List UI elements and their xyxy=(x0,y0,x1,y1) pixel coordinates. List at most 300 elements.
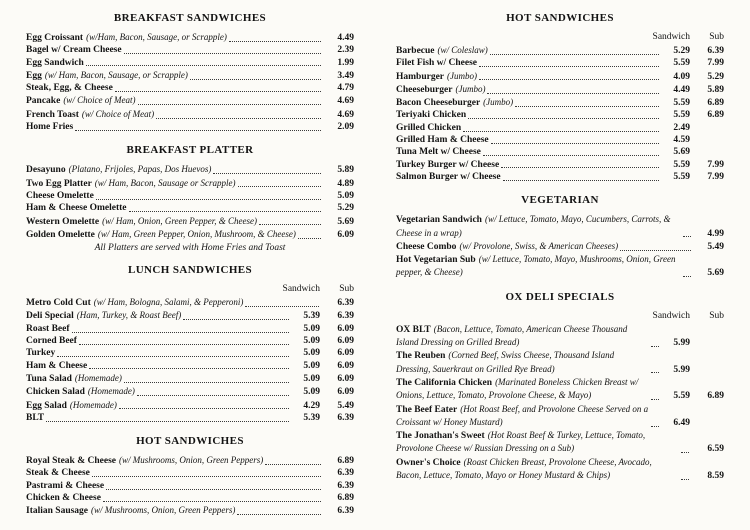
menu-item-row xyxy=(26,190,354,202)
item-name: Ham & Cheese xyxy=(26,360,88,371)
item-text xyxy=(396,57,477,69)
item-price-sub: 6.89 xyxy=(707,110,724,121)
item-desc: (Bacon, Lettuce, Tomato, American Cheese Thousand Island Dressing on Grilled Bread) xyxy=(396,323,628,348)
item-price-sandwich: 4.29 xyxy=(303,400,320,411)
item-name: Teriyaki Chicken xyxy=(396,110,467,121)
item-desc: (w/Ham, Bacon, Sausage, or Scrapple) xyxy=(86,32,227,42)
item-price: 5.29 xyxy=(337,203,354,214)
dots-leader xyxy=(89,368,289,369)
item-price-sandwich: 6.49 xyxy=(673,417,690,428)
item-name: Chicken & Cheese xyxy=(26,493,101,504)
section-title: BREAKFAST SANDWICHES xyxy=(113,12,267,24)
item-price: 5.09 xyxy=(337,190,354,201)
item-name: Hot Vegetarian Sub xyxy=(396,255,476,266)
menu-item-row xyxy=(26,323,354,335)
item-price-sandwich: 4.09 xyxy=(673,71,690,82)
item-desc: (w/ Ham, Green Pepper, Onion, Mushroom, & Cheese) xyxy=(97,228,296,239)
section-title: HOT SANDWICHES xyxy=(506,12,614,24)
item-name: Deli Special xyxy=(26,311,74,322)
item-price: 5.49 xyxy=(707,241,724,252)
menu-item-row xyxy=(396,429,724,456)
item-price: 2.39 xyxy=(337,45,354,56)
item-text xyxy=(26,82,113,94)
dots-leader xyxy=(651,399,659,400)
dots-leader xyxy=(238,186,321,187)
item-desc: (w/ Lettuce, Tomato, Mayo, Cucumbers, Carrots, & Cheese in a wrap) xyxy=(396,214,671,238)
menu-item-row xyxy=(26,335,354,347)
item-text xyxy=(396,253,681,280)
item-desc: (Corned Beef, Swiss Cheese, Thousand Island Dressing, Sauerkraut on Grilled Rye Bread) xyxy=(396,350,615,374)
item-text xyxy=(396,134,489,146)
dots-leader xyxy=(92,476,321,477)
dots-leader xyxy=(137,395,289,396)
menu-item-row xyxy=(396,323,724,350)
price-header-row xyxy=(396,31,724,43)
item-price-sub: 6.59 xyxy=(707,444,724,455)
price-header-sub: Sub xyxy=(709,310,724,321)
item-name: The Jonathan's Sweet xyxy=(396,431,485,442)
item-price-sub: 6.09 xyxy=(337,387,354,398)
item-price-sandwich: 5.09 xyxy=(303,373,320,384)
menu-section xyxy=(26,12,354,133)
menu-item-row xyxy=(26,44,354,56)
menu-item-row xyxy=(26,467,354,479)
menu-item-row xyxy=(26,412,354,424)
item-text xyxy=(26,399,117,412)
menu-item-row xyxy=(26,163,354,176)
item-price-sub: 5.89 xyxy=(707,84,724,95)
menu-column xyxy=(396,12,724,518)
dots-leader xyxy=(463,131,659,132)
item-price-sub: 8.59 xyxy=(707,471,724,482)
item-price-sandwich: 5.59 xyxy=(673,110,690,121)
item-name: Bagel w/ Cream Cheese xyxy=(26,45,122,56)
item-name: Egg xyxy=(26,70,42,81)
menu-item-row xyxy=(26,82,354,94)
item-name: French Toast xyxy=(26,109,79,120)
menu-item-row xyxy=(396,109,724,121)
item-price-sandwich: 5.59 xyxy=(673,58,690,69)
dots-leader xyxy=(298,238,321,239)
item-name: The California Chicken xyxy=(396,377,493,388)
menu-item-row xyxy=(396,83,724,96)
item-name: Pastrami & Cheese xyxy=(26,480,105,491)
item-price-sub: 6.09 xyxy=(337,360,354,371)
menu-section xyxy=(26,435,354,517)
item-name: Grilled Chicken xyxy=(396,122,462,133)
item-text xyxy=(26,215,257,228)
item-text xyxy=(396,122,461,134)
section-title: VEGETARIAN xyxy=(521,194,599,207)
item-desc: (Jumbo) xyxy=(447,70,478,81)
item-price-sandwich: 5.69 xyxy=(673,147,690,158)
item-name: Salmon Burger w/ Cheese xyxy=(396,171,501,182)
item-desc: (Ham, Turkey, & Roast Beef) xyxy=(76,310,182,321)
item-desc: (Homemade) xyxy=(69,399,117,410)
item-text xyxy=(26,454,263,467)
dots-leader xyxy=(115,91,321,92)
item-text xyxy=(26,492,101,504)
item-text xyxy=(26,121,73,133)
dots-leader xyxy=(620,250,691,251)
dots-leader xyxy=(103,501,321,502)
item-price-sandwich: 5.09 xyxy=(303,348,320,359)
item-name: Pancake xyxy=(26,96,61,107)
item-desc: (Platano, Frijoles, Papas, Dos Huevos) xyxy=(68,164,212,175)
item-desc: (Marinated Boneless Chicken Breast w/ Onions, Lettuce, Tomato, Provolone Cheese, & Mayo) xyxy=(396,376,639,401)
item-text xyxy=(26,69,188,82)
item-desc: (w/ Ham, Bologna, Salami, & Pepperoni) xyxy=(93,297,244,308)
section-footnote: All Platters are served with Home Fries and Toast xyxy=(94,243,286,254)
dots-leader xyxy=(190,79,321,80)
item-name: Desayuno xyxy=(26,165,66,176)
item-name: Bacon Cheeseburger xyxy=(396,98,481,109)
item-text xyxy=(26,412,44,424)
item-price-sandwich: 5.09 xyxy=(303,360,320,371)
item-desc: (Hot Roast Beef, and Provolone Cheese Served on a Croissant w/ Honey Mustard) xyxy=(396,403,649,427)
menu-item-row xyxy=(396,134,724,146)
item-price: 6.89 xyxy=(337,493,354,504)
item-name: Golden Omelette xyxy=(26,229,95,240)
item-name: Cheese Omelette xyxy=(26,190,94,201)
item-text xyxy=(26,31,227,44)
menu-item-row xyxy=(26,94,354,107)
dots-leader xyxy=(259,224,321,225)
item-price: 4.69 xyxy=(337,109,354,120)
dots-leader xyxy=(106,489,321,490)
item-text xyxy=(26,94,136,107)
dots-leader xyxy=(124,53,321,54)
menu-item-row xyxy=(26,177,354,190)
item-text xyxy=(396,146,481,158)
item-text xyxy=(396,171,501,183)
item-desc: (w/ Choice of Meat) xyxy=(63,95,136,106)
price-header-sandwich: Sandwich xyxy=(652,32,690,42)
item-price: 3.49 xyxy=(337,70,354,81)
dots-leader xyxy=(683,236,691,237)
item-price-sub: 6.39 xyxy=(337,412,354,423)
dots-leader xyxy=(487,93,659,94)
item-price-sandwich: 2.49 xyxy=(673,122,690,133)
menu-item-row xyxy=(26,202,354,214)
menu-item-row xyxy=(396,159,724,171)
item-price-sub: 6.39 xyxy=(707,46,724,56)
item-text xyxy=(396,403,649,430)
section-title: HOT SANDWICHES xyxy=(136,435,244,448)
item-name: Owner's Choice xyxy=(396,457,461,468)
dots-leader xyxy=(138,104,321,105)
menu-item-row xyxy=(396,122,724,134)
dots-leader xyxy=(683,276,691,277)
price-header-row xyxy=(26,283,354,295)
menu-item-row xyxy=(396,171,724,183)
dots-leader xyxy=(124,382,289,383)
item-text xyxy=(396,109,466,121)
item-price-sub: 6.39 xyxy=(337,311,354,322)
menu-section xyxy=(396,291,724,483)
item-price: 4.49 xyxy=(337,33,354,43)
item-name: Egg Salad xyxy=(26,400,67,411)
price-header-sub: Sub xyxy=(339,284,354,295)
item-price: 1.99 xyxy=(337,57,354,68)
item-price: 6.09 xyxy=(337,229,354,240)
item-desc: (w/ Mushrooms, Onion, Green Peppers) xyxy=(118,455,264,466)
item-text xyxy=(26,504,235,517)
item-text xyxy=(26,360,87,372)
menu-item-row xyxy=(396,240,724,253)
item-price: 4.99 xyxy=(707,228,724,239)
item-name: Metro Cold Cut xyxy=(26,298,91,309)
menu-section xyxy=(396,194,724,279)
menu-item-row xyxy=(26,399,354,412)
item-desc: (w/ Ham, Onion, Green Pepper, & Cheese) xyxy=(102,215,257,226)
item-price: 5.89 xyxy=(337,165,354,176)
item-text xyxy=(26,190,94,202)
dots-leader xyxy=(681,479,689,480)
item-price: 2.09 xyxy=(337,122,354,133)
dots-leader xyxy=(265,464,321,465)
item-price-sandwich: 5.09 xyxy=(303,323,320,334)
item-price-sub: 7.99 xyxy=(707,159,724,170)
item-desc: (Homemade) xyxy=(87,386,135,397)
item-name: Western Omelette xyxy=(26,216,100,227)
dots-leader xyxy=(86,65,321,66)
section-title: BREAKFAST PLATTER xyxy=(126,144,254,157)
item-price-sub: 5.29 xyxy=(707,71,724,82)
item-text xyxy=(396,349,649,376)
item-text xyxy=(396,83,485,96)
item-name: Royal Steak & Cheese xyxy=(26,456,116,467)
dots-leader xyxy=(119,408,289,409)
dots-leader xyxy=(245,306,319,307)
dots-leader xyxy=(515,106,659,107)
item-price: 6.39 xyxy=(337,506,354,517)
item-text xyxy=(396,213,681,240)
item-price-sandwich: 5.59 xyxy=(673,98,690,109)
item-name: The Beef Eater xyxy=(396,404,458,415)
item-price: 4.89 xyxy=(337,178,354,189)
section-title: LUNCH SANDWICHES xyxy=(127,264,253,277)
item-price-sandwich: 5.09 xyxy=(303,336,320,347)
dots-leader xyxy=(229,41,321,42)
dots-leader xyxy=(237,514,321,515)
item-text xyxy=(396,159,499,171)
item-name: Turkey Burger w/ Cheese xyxy=(396,159,500,170)
item-price-sub: 6.09 xyxy=(337,348,354,359)
item-text xyxy=(26,228,296,241)
dots-leader xyxy=(156,118,321,119)
item-desc: (Homemade) xyxy=(74,372,122,383)
menu-item-row xyxy=(396,57,724,69)
item-desc: (w/ Provolone, Swiss, & American Cheeses) xyxy=(459,240,619,251)
item-name: Ham & Cheese Omelette xyxy=(26,203,127,214)
item-price: 5.69 xyxy=(707,268,724,279)
dots-leader xyxy=(483,155,659,156)
item-price-sandwich: 5.39 xyxy=(303,311,320,322)
menu-item-row xyxy=(396,146,724,158)
item-desc: (Jumbo) xyxy=(455,83,486,94)
menu-item-row xyxy=(26,296,354,309)
item-desc: (Hot Roast Beef & Turkey, Lettuce, Tomato, Provolone Cheese w/ Russian Dressing on a Sub) xyxy=(396,430,646,454)
menu-item-row xyxy=(26,108,354,121)
item-name: Hamburger xyxy=(396,71,445,82)
menu-item-row xyxy=(26,57,354,69)
item-name: Two Egg Platter xyxy=(26,178,92,189)
item-desc: (Roast Chicken Breast, Provolone Cheese, Avocado, Bacon, Lettuce, Tomato, Mayo or Honey Mustard & Chips) xyxy=(396,456,652,481)
item-name: Vegetarian Sandwich xyxy=(396,215,482,226)
item-price-sub: 6.09 xyxy=(337,336,354,347)
dots-leader xyxy=(651,346,659,347)
menu-item-row xyxy=(26,121,354,133)
item-name: Egg Sandwich xyxy=(26,57,84,68)
item-text xyxy=(26,480,104,492)
item-name: Steak, Egg, & Cheese xyxy=(26,83,113,94)
item-price-sub: 6.89 xyxy=(707,98,724,109)
item-name: Chicken Salad xyxy=(26,387,85,398)
item-name: Cheese Combo xyxy=(396,241,457,252)
item-name: Egg Croissant xyxy=(26,33,84,43)
item-text xyxy=(26,309,181,322)
item-price-sub: 6.39 xyxy=(337,298,354,309)
item-desc: (w/ Choice of Meat) xyxy=(81,108,155,119)
item-name: OX BLT xyxy=(396,324,431,335)
item-name: Tuna Salad xyxy=(26,373,72,384)
dots-leader xyxy=(129,211,321,212)
item-desc: (w/ Lettuce, Tomato, Mayo, Mushrooms, Onion, Green pepper, & Cheese) xyxy=(396,254,676,278)
item-text xyxy=(26,372,122,385)
item-name: Corned Beef xyxy=(26,336,77,347)
item-text xyxy=(26,44,122,56)
item-price-sub: 5.49 xyxy=(337,400,354,411)
menu-item-row xyxy=(396,96,724,109)
menu-item-row xyxy=(26,492,354,504)
menu-item-row xyxy=(396,456,724,483)
item-name: BLT xyxy=(26,412,45,423)
dots-leader xyxy=(468,118,659,119)
menu-item-row xyxy=(396,253,724,280)
section-title: OX DELI SPECIALS xyxy=(505,290,615,303)
dots-leader xyxy=(491,143,659,144)
item-desc: (w/ Mushrooms, Onion, Green Peppers) xyxy=(91,505,236,516)
dots-leader xyxy=(213,173,321,174)
menu-item-row xyxy=(396,349,724,376)
item-price: 4.69 xyxy=(337,96,354,107)
item-text xyxy=(26,177,236,190)
menu-item-row xyxy=(26,454,354,467)
item-price-sub: 7.99 xyxy=(707,171,724,182)
price-header-sandwich: Sandwich xyxy=(282,284,320,295)
dots-leader xyxy=(183,319,289,320)
item-text xyxy=(26,323,70,335)
item-price-sandwich: 5.39 xyxy=(303,412,320,423)
item-text xyxy=(396,44,488,57)
dots-leader xyxy=(503,180,659,181)
dots-leader xyxy=(651,372,659,373)
item-price-sub: 6.89 xyxy=(707,391,724,402)
menu-item-row xyxy=(26,69,354,82)
menu-item-row xyxy=(26,309,354,322)
dots-leader xyxy=(46,421,289,422)
dots-leader xyxy=(57,356,289,357)
item-name: Cheeseburger xyxy=(396,84,453,95)
menu-item-row xyxy=(396,44,724,57)
item-name: Roast Beef xyxy=(26,323,70,334)
menu-column xyxy=(26,12,354,518)
dots-leader xyxy=(490,54,659,55)
menu-item-row xyxy=(396,376,724,403)
price-header-sandwich: Sandwich xyxy=(652,310,690,321)
item-name: Filet Fish w/ Cheese xyxy=(396,58,478,69)
menu-item-row xyxy=(396,213,724,240)
item-text xyxy=(396,323,649,350)
menu-item-row xyxy=(26,480,354,492)
menu-item-row xyxy=(26,228,354,241)
item-price-sandwich: 5.29 xyxy=(673,46,690,56)
item-text xyxy=(26,467,90,479)
dots-leader xyxy=(681,452,689,453)
item-text xyxy=(396,456,679,483)
item-text xyxy=(26,108,154,121)
item-price-sub: 6.09 xyxy=(337,373,354,384)
menu-item-row xyxy=(396,70,724,83)
item-price-sandwich: 5.59 xyxy=(673,159,690,170)
item-text xyxy=(26,335,77,347)
item-text xyxy=(396,70,477,83)
price-header-row xyxy=(396,310,724,322)
menu-item-row xyxy=(26,504,354,517)
dots-leader xyxy=(501,167,659,168)
item-name: Home Fries xyxy=(26,122,74,133)
item-price-sandwich: 4.49 xyxy=(673,84,690,95)
item-price-sandwich: 5.59 xyxy=(673,171,690,182)
dots-leader xyxy=(96,199,321,200)
item-price-sub: 7.99 xyxy=(707,58,724,69)
item-name: Italian Sausage xyxy=(26,506,89,517)
item-price-sandwich: 5.09 xyxy=(303,387,320,398)
menu-item-row xyxy=(26,347,354,359)
item-text xyxy=(396,96,513,109)
item-name: Tuna Melt w/ Cheese xyxy=(396,147,481,158)
menu-section xyxy=(396,12,724,183)
menu-item-row xyxy=(26,385,354,398)
item-desc: (w/ Coleslaw) xyxy=(437,45,488,55)
item-price: 6.39 xyxy=(337,468,354,479)
item-text xyxy=(396,376,649,403)
dots-leader xyxy=(479,79,659,80)
item-name: Steak & Cheese xyxy=(26,468,90,479)
menu-item-row xyxy=(396,403,724,430)
item-price-sub: 6.09 xyxy=(337,323,354,334)
menu-item-row xyxy=(26,215,354,228)
item-desc: (Jumbo) xyxy=(483,97,514,108)
item-text xyxy=(396,429,679,456)
item-text xyxy=(26,385,135,398)
item-text xyxy=(396,240,618,253)
item-text xyxy=(26,163,211,176)
item-name: Barbecue xyxy=(396,46,435,56)
menu-item-row xyxy=(26,31,354,44)
item-price: 6.89 xyxy=(337,456,354,467)
item-name: Turkey xyxy=(26,348,56,359)
item-price-sandwich: 5.99 xyxy=(673,338,690,349)
dots-leader xyxy=(75,130,321,131)
price-header-sub: Sub xyxy=(709,32,724,42)
item-text xyxy=(26,57,84,69)
dots-leader xyxy=(72,332,289,333)
item-desc: (w/ Ham, Bacon, Sausage, or Scrapple) xyxy=(44,69,188,80)
item-text xyxy=(26,347,55,359)
menu-section xyxy=(26,144,354,253)
